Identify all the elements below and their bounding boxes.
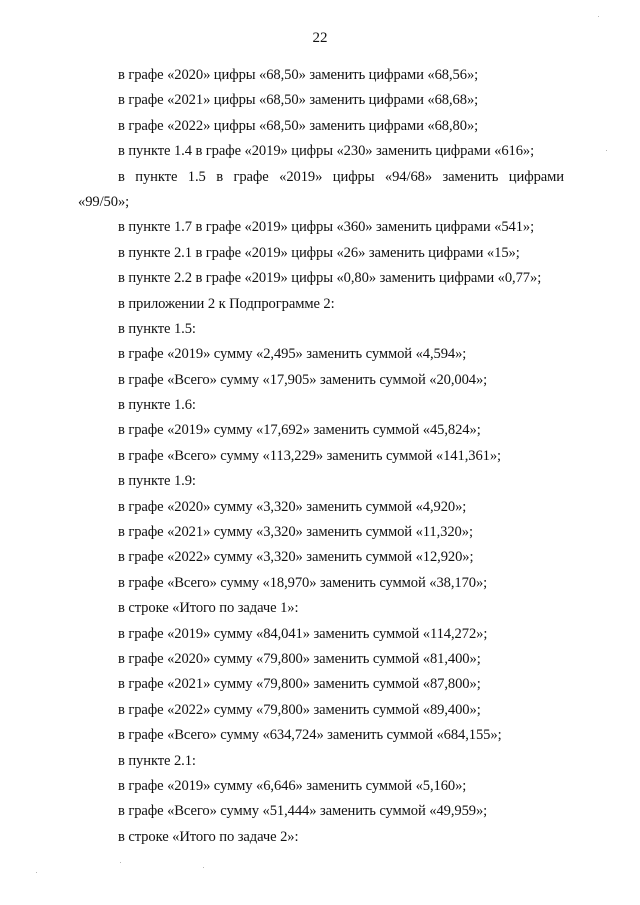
text-line: в графе «2019» сумму «84,041» заменить суммой «114,272»; (118, 625, 488, 642)
text-line: в графе «Всего» сумму «113,229» заменить суммой «141,361»; (118, 447, 501, 464)
text-line: в графе «2021» сумму «3,320» заменить суммой «11,320»; (118, 524, 473, 541)
text-line: в графе «Всего» сумму «18,970» заменить суммой «38,170»; (118, 574, 488, 591)
text-line: в графе «2019» сумму «17,692» заменить суммой «45,824»; (118, 422, 481, 439)
scan-speck (598, 16, 599, 17)
text-line: в графе «2019» сумму «6,646» заменить суммой «5,160»; (118, 777, 467, 794)
text-line: в строке «Итого по задаче 1»: (118, 600, 299, 617)
text-line: «99/50»; (78, 193, 130, 210)
text-line: в пункте 1.6: (118, 397, 196, 414)
text-line: в пункте 1.4 в графе «2019» цифры «230» заменить цифрами «616»; (118, 143, 535, 160)
text-line: в пункте 2.1 в графе «2019» цифры «26» заменить цифрами «15»; (118, 244, 520, 261)
text-line: в графе «2022» цифры «68,50» заменить цифрами «68,80»; (118, 117, 479, 134)
text-line: в пункте 1.5: (118, 320, 196, 337)
text-line: в графе «Всего» сумму «634,724» заменить суммой «684,155»; (118, 727, 502, 744)
text-line: в графе «2020» цифры «68,50» заменить цифрами «68,56»; (118, 67, 479, 83)
scan-speck (606, 150, 607, 151)
text-line: в графе «2019» сумму «2,495» заменить суммой «4,594»; (118, 346, 467, 363)
text-line: в графе «Всего» сумму «17,905» заменить суммой «20,004»; (118, 371, 488, 388)
scan-speck (203, 867, 204, 868)
document-body (78, 63, 564, 850)
text-line: в графе «Всего» сумму «51,444» заменить суммой «49,959»; (118, 803, 488, 820)
text-line: в графе «2022» сумму «3,320» заменить суммой «12,920»; (118, 549, 474, 566)
text-line: в приложении 2 к Подпрограмме 2: (118, 295, 335, 312)
text-line: в пункте 2.1: (118, 752, 196, 769)
text-line: в графе «2021» сумму «79,800» заменить суммой «87,800»; (118, 676, 481, 693)
text-line: в пункте 1.7 в графе «2019» цифры «360» заменить цифрами «541»; (118, 219, 535, 236)
scan-speck (36, 872, 37, 873)
text-line: в графе «2021» цифры «68,50» заменить цифрами «68,68»; (118, 92, 479, 109)
text-line: в графе «2022» сумму «79,800» заменить суммой «89,400»; (118, 701, 481, 718)
scan-speck (120, 862, 121, 863)
text-line: в графе «2020» сумму «79,800» заменить суммой «81,400»; (118, 650, 481, 667)
text-line: в графе «2020» сумму «3,320» заменить суммой «4,920»; (118, 498, 467, 515)
text-line: в строке «Итого по задаче 2»: (118, 828, 299, 845)
text-line: в пункте 1.9: (118, 473, 196, 490)
text-line: в пункте 2.2 в графе «2019» цифры «0,80» заменить цифрами «0,77»; (118, 270, 542, 287)
text-line: в пункте 1.5 в графе «2019» цифры «94/68» заменить цифрами (118, 168, 564, 185)
page-number: 22 (312, 30, 328, 46)
